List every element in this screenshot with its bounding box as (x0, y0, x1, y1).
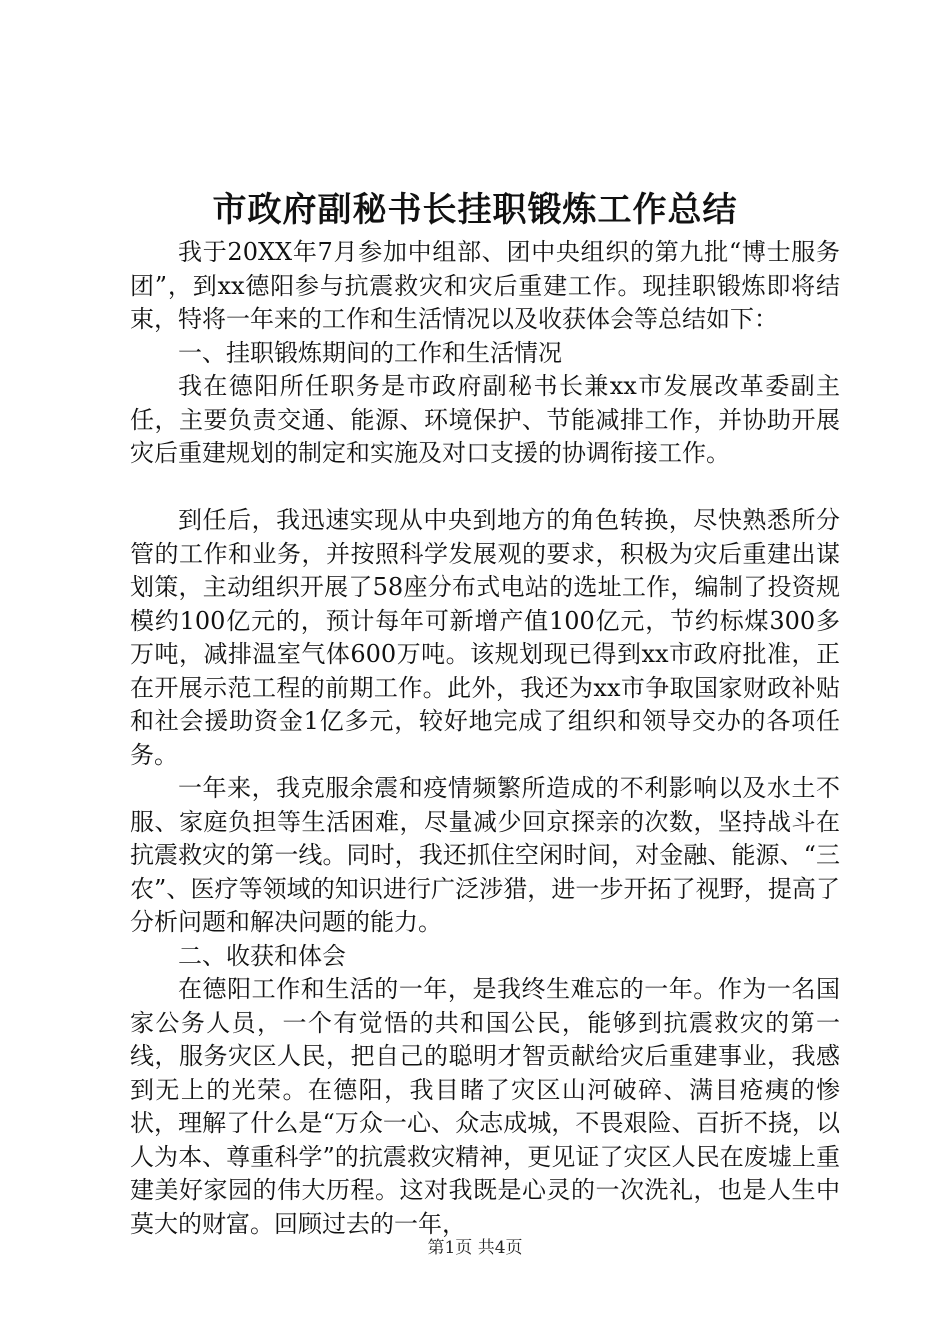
paragraph-work: 到任后，我迅速实现从中央到地方的角色转换，尽快熟悉所分管的工作和业务，并按照科学发展观的要求，积极为灾后重建出谋划策，主动组织开展了58座分布式电站的选址工作，编制了投资规模约100亿元的，预计每年可新增产值100亿元，节约标煤300多万吨，减排温室气体600万吨。该规划现已得到xx市政府批准，正在开展示范工程的前期工作。此外，我还为xx市争取国家财政补贴和社会援助资金1亿多元，较好地完成了组织和领导交办的各项任务。 (130, 506, 840, 769)
paragraph-reflection: 在德阳工作和生活的一年，是我终生难忘的一年。作为一名国家公务人员，一个有觉悟的共和国公民，能够到抗震救灾的第一线，服务灾区人民，把自己的聪明才智贡献给灾后重建事业，我感到无上的光荣。在德阳，我目睹了灾区山河破碎、满目疮痍的惨状，理解了什么是“万众一心、众志成城，不畏艰险、百折不挠，以人为本、尊重科学”的抗震救灾精神，更见证了灾区人民在废墟上重建美好家园的伟大历程。这对我既是心灵的一次洗礼，也是人生中莫大的财富。回顾过去的一年， (130, 975, 840, 1238)
paragraph-spacer (130, 471, 840, 505)
paragraph-intro: 我于20XX年7月参加中组部、团中央组织的第九批“博士服务团”，到xx德阳参与抗震救灾和灾后重建工作。现挂职锻炼即将结束，特将一年来的工作和生活情况以及收获体会等总结如下： (130, 238, 840, 333)
document-title: 市政府副秘书长挂职锻炼工作总结 (212, 190, 738, 230)
section-heading-2: 二、收获和体会 (178, 941, 346, 970)
paragraph-life: 一年来，我克服余震和疫情频繁所造成的不利影响以及水土不服、家庭负担等生活困难，尽量减少回京探亲的次数，坚持战斗在抗震救灾的第一线。同时，我还抓住空闲时间，对金融、能源、“三农”、医疗等领域的知识进行广泛涉猎，进一步开拓了视野，提高了分析问题和解决问题的能力。 (130, 774, 840, 936)
document-body (130, 236, 840, 1241)
paragraph-position: 我在德阳所任职务是市政府副秘书长兼xx市发展改革委副主任，主要负责交通、能源、环境保护、节能减排工作，并协助开展灾后重建规划的制定和实施及对口支援的协调衔接工作。 (130, 372, 840, 467)
section-heading-1: 一、挂职锻炼期间的工作和生活情况 (178, 338, 562, 367)
page-number-footer: 第1页 共4页 (427, 1238, 523, 1258)
